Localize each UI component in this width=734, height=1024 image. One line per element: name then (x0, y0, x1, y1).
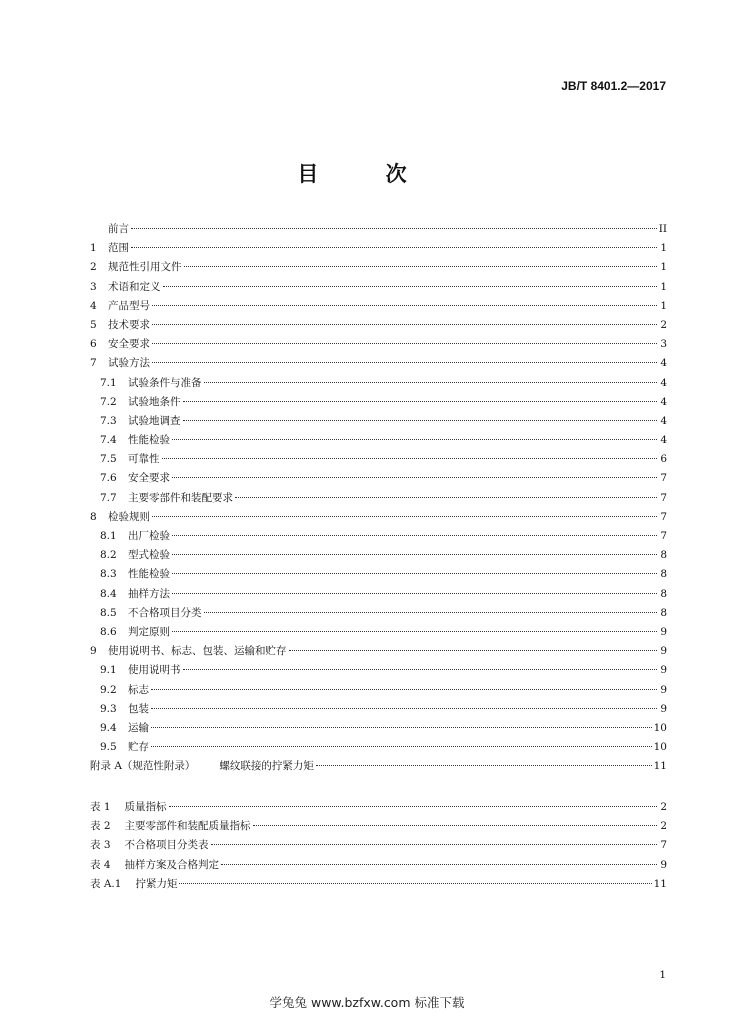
entry-page: 9 (660, 625, 667, 638)
entry-page: 2 (660, 820, 667, 833)
entry-number: 7.1 (100, 376, 117, 389)
entry-label: 规范性引用文件 (108, 261, 182, 274)
entry-page: 9 (660, 683, 667, 696)
toc-entry[interactable] (90, 221, 667, 240)
entry-page: II (658, 223, 667, 235)
entry-title (90, 818, 251, 833)
dot-leader (172, 477, 657, 478)
entry-title (100, 701, 149, 716)
entry-label: 试验地调查 (128, 414, 181, 427)
entry-page: 4 (660, 414, 667, 427)
dot-leader (169, 806, 657, 807)
entry-title (90, 336, 150, 351)
entry-title (90, 643, 287, 658)
dot-leader (163, 286, 658, 287)
entry-number: 8 (90, 510, 97, 523)
entry-number: 7.7 (100, 491, 117, 504)
entry-page: 8 (660, 549, 667, 562)
entry-page: 1 (660, 280, 667, 293)
entry-number: 附录 A（规范性附录） (90, 760, 196, 773)
entry-label: 抽样方案及合格判定 (124, 858, 220, 871)
dot-leader (316, 765, 652, 766)
entry-title (100, 605, 202, 620)
entry-title (90, 758, 314, 773)
entry-page: 9 (660, 645, 667, 658)
entry-title (90, 876, 177, 891)
entry-title (100, 528, 170, 543)
dot-leader (183, 669, 658, 670)
entry-label: 质量指标 (124, 801, 167, 813)
dot-leader (183, 401, 658, 402)
entry-page: 10 (653, 741, 667, 754)
entry-number: 9.5 (100, 741, 117, 754)
entry-title (100, 451, 160, 466)
entry-page: 4 (660, 376, 667, 389)
toc-entry[interactable] (90, 758, 667, 777)
entry-number: 7.3 (100, 414, 117, 427)
page-number: 1 (659, 969, 666, 981)
entry-label: 性能检验 (128, 434, 170, 447)
dot-leader (211, 844, 657, 845)
toc-entry[interactable] (90, 259, 667, 278)
toc-entry[interactable] (90, 490, 667, 509)
entry-label: 前言 (108, 223, 129, 235)
entry-number: 7.5 (100, 453, 117, 466)
entry-page: 9 (660, 664, 667, 677)
dot-leader (151, 746, 652, 747)
toc-entry[interactable] (90, 317, 667, 336)
entry-page: 7 (660, 530, 667, 542)
entry-title (100, 375, 202, 390)
entry-number: 4 (90, 299, 97, 312)
entry-title (100, 413, 181, 428)
entry-title (100, 682, 149, 697)
entry-label: 使用说明书 (128, 664, 181, 677)
entry-label: 不合格项目分类表 (124, 839, 209, 852)
entry-page: 4 (660, 395, 667, 408)
entry-label: 试验条件与准备 (128, 376, 202, 389)
toc-entry[interactable] (90, 682, 667, 701)
dot-leader (183, 420, 658, 421)
toc-entry[interactable] (90, 509, 667, 528)
toc-entry[interactable] (90, 739, 667, 758)
entry-page: 1 (660, 242, 667, 255)
entry-label: 主要零部件和装配质量指标 (124, 820, 251, 833)
toc-entry[interactable] (90, 470, 667, 489)
entry-label: 术语和定义 (108, 280, 161, 293)
entry-number: 表 A.1 (90, 877, 122, 890)
entry-number: 3 (90, 280, 97, 293)
table-entry[interactable] (90, 876, 667, 895)
entry-page: 8 (660, 606, 667, 619)
entry-page: 9 (660, 702, 667, 715)
dot-leader (253, 825, 657, 826)
entry-label: 运输 (128, 721, 149, 734)
toc-entry[interactable] (90, 566, 667, 585)
dot-leader (204, 612, 658, 613)
entry-title (90, 279, 161, 294)
entry-label: 出厂检验 (128, 530, 170, 542)
entry-number: 8.3 (100, 568, 117, 581)
entry-number: 8.5 (100, 606, 117, 619)
toc-entry[interactable] (90, 432, 667, 451)
entry-label: 安全要求 (128, 472, 170, 485)
toc-entry[interactable] (90, 394, 667, 413)
toc-entry[interactable] (90, 643, 667, 662)
toc-entry[interactable] (90, 624, 667, 643)
entry-title (90, 509, 150, 524)
dot-leader (179, 883, 651, 884)
entry-page: 4 (660, 357, 667, 370)
entry-number: 9.1 (100, 664, 117, 677)
dot-leader (162, 458, 658, 459)
toc-entry[interactable] (90, 375, 667, 394)
entry-page: 8 (660, 587, 667, 600)
dot-leader (172, 535, 657, 536)
entry-label: 螺纹联接的拧紧力矩 (219, 760, 314, 773)
dot-leader (151, 727, 652, 728)
entry-page: 7 (660, 472, 667, 485)
entry-number: 7 (90, 357, 97, 370)
entry-page: 7 (660, 839, 667, 852)
entry-page: 4 (660, 434, 667, 447)
entry-number: 7.4 (100, 434, 117, 447)
entry-page: 2 (660, 801, 667, 813)
entry-title (100, 739, 149, 754)
entry-label: 主要零部件和装配要求 (128, 491, 233, 504)
table-entry[interactable] (90, 818, 667, 837)
dot-leader (151, 689, 657, 690)
entry-label: 拧紧力矩 (135, 877, 178, 890)
entry-label: 试验方法 (108, 357, 150, 370)
entry-number: 8.4 (100, 587, 117, 600)
entry-title (90, 317, 150, 332)
entry-number: 8.6 (100, 625, 117, 638)
entry-number: 9.2 (100, 683, 117, 696)
entry-page: 1 (660, 261, 667, 274)
dot-leader (184, 266, 658, 267)
dot-leader (152, 305, 657, 306)
entry-title (90, 298, 150, 313)
entry-title (90, 857, 219, 872)
entry-number: 7.2 (100, 395, 117, 408)
table-entry[interactable] (90, 857, 667, 876)
entry-number: 表 4 (90, 858, 111, 871)
entry-label: 试验地条件 (128, 395, 181, 408)
entry-number: 表 3 (90, 839, 111, 852)
entry-number: 1 (90, 242, 97, 255)
dot-leader (172, 573, 657, 574)
dot-leader (235, 497, 657, 498)
entry-label: 技术要求 (108, 318, 150, 331)
dot-leader (172, 439, 657, 440)
table-entry[interactable] (90, 799, 667, 818)
toc-entry[interactable] (90, 605, 667, 624)
toc-entry[interactable] (90, 451, 667, 470)
entry-number: 8.1 (100, 530, 117, 542)
toc-entry[interactable] (90, 240, 667, 259)
entry-label: 判定原则 (128, 625, 170, 638)
entry-page: 1 (660, 299, 667, 312)
entry-number: 9 (90, 645, 97, 658)
entry-page: 8 (660, 568, 667, 581)
toc-entry[interactable] (90, 701, 667, 720)
entry-title (90, 799, 167, 814)
entry-label: 安全要求 (108, 338, 150, 351)
table-entry[interactable] (90, 837, 667, 856)
entry-number: 9.4 (100, 721, 117, 734)
entry-title (90, 837, 209, 852)
entry-number: 表 2 (90, 820, 111, 833)
page-title: 目 次 (297, 162, 437, 186)
dot-leader (221, 864, 657, 865)
entry-label: 型式检验 (128, 549, 170, 562)
entry-title (100, 432, 170, 447)
entry-label: 抽样方法 (128, 587, 170, 600)
dot-leader (131, 247, 657, 248)
entry-label: 性能检验 (128, 568, 170, 581)
entry-title (90, 240, 129, 255)
list-of-tables (90, 799, 667, 895)
dot-leader (151, 708, 657, 709)
entry-number: 7.6 (100, 472, 117, 485)
toc-entry[interactable] (90, 413, 667, 432)
entry-title (100, 547, 170, 562)
toc-entry[interactable] (90, 355, 667, 374)
toc-entry[interactable] (90, 528, 667, 547)
entry-label: 不合格项目分类 (128, 606, 202, 619)
dot-leader (152, 516, 657, 517)
toc-entry[interactable] (90, 586, 667, 605)
entry-label: 产品型号 (108, 299, 150, 312)
dot-leader (289, 650, 658, 651)
entry-title (100, 720, 149, 735)
entry-page: 7 (660, 510, 667, 523)
entry-label: 使用说明书、标志、包装、运输和贮存 (108, 645, 287, 658)
entry-title (100, 586, 170, 601)
entry-label: 检验规则 (108, 510, 150, 523)
entry-number: 5 (90, 318, 97, 331)
entry-page: 11 (653, 760, 667, 773)
entry-title (100, 470, 170, 485)
entry-page: 6 (660, 453, 667, 466)
dot-leader (131, 228, 657, 229)
toc-entry[interactable] (90, 720, 667, 739)
entry-title (100, 624, 170, 639)
entry-title (100, 662, 181, 677)
entry-page: 11 (653, 877, 667, 890)
entry-page: 2 (660, 318, 667, 331)
dot-leader (152, 362, 657, 363)
dot-leader (172, 593, 657, 594)
toc-entry[interactable] (90, 547, 667, 566)
entry-page: 7 (660, 491, 667, 504)
standard-number: JB/T 8401.2—2017 (561, 79, 666, 93)
entry-label: 范围 (108, 242, 129, 255)
entry-number: 6 (90, 338, 97, 351)
toc-entry[interactable] (90, 279, 667, 298)
entry-number: 8.2 (100, 549, 117, 562)
entry-number: 2 (90, 261, 97, 274)
dot-leader (204, 382, 658, 383)
entry-title (100, 566, 170, 581)
entry-page: 9 (660, 858, 667, 871)
dot-leader (172, 631, 657, 632)
entry-label: 标志 (128, 683, 149, 696)
table-of-contents (90, 221, 667, 777)
dot-leader (172, 554, 657, 555)
entry-label: 贮存 (128, 741, 149, 754)
dot-leader (152, 343, 657, 344)
entry-title (100, 490, 233, 505)
toc-entry[interactable] (90, 298, 667, 317)
entry-page: 3 (660, 338, 667, 351)
entry-title (90, 259, 182, 274)
entry-number: 表 1 (90, 801, 111, 813)
toc-entry[interactable] (90, 336, 667, 355)
watermark-footer: 学兔兔 www.bzfxw.com 标准下载 (269, 995, 465, 1010)
entry-number: 9.3 (100, 702, 117, 715)
toc-entry[interactable] (90, 662, 667, 681)
entry-title (90, 355, 150, 370)
entry-title (100, 394, 181, 409)
entry-label: 包装 (128, 702, 149, 715)
entry-title (90, 221, 129, 236)
entry-page: 10 (653, 721, 667, 734)
dot-leader (152, 324, 657, 325)
entry-label: 可靠性 (128, 453, 160, 466)
